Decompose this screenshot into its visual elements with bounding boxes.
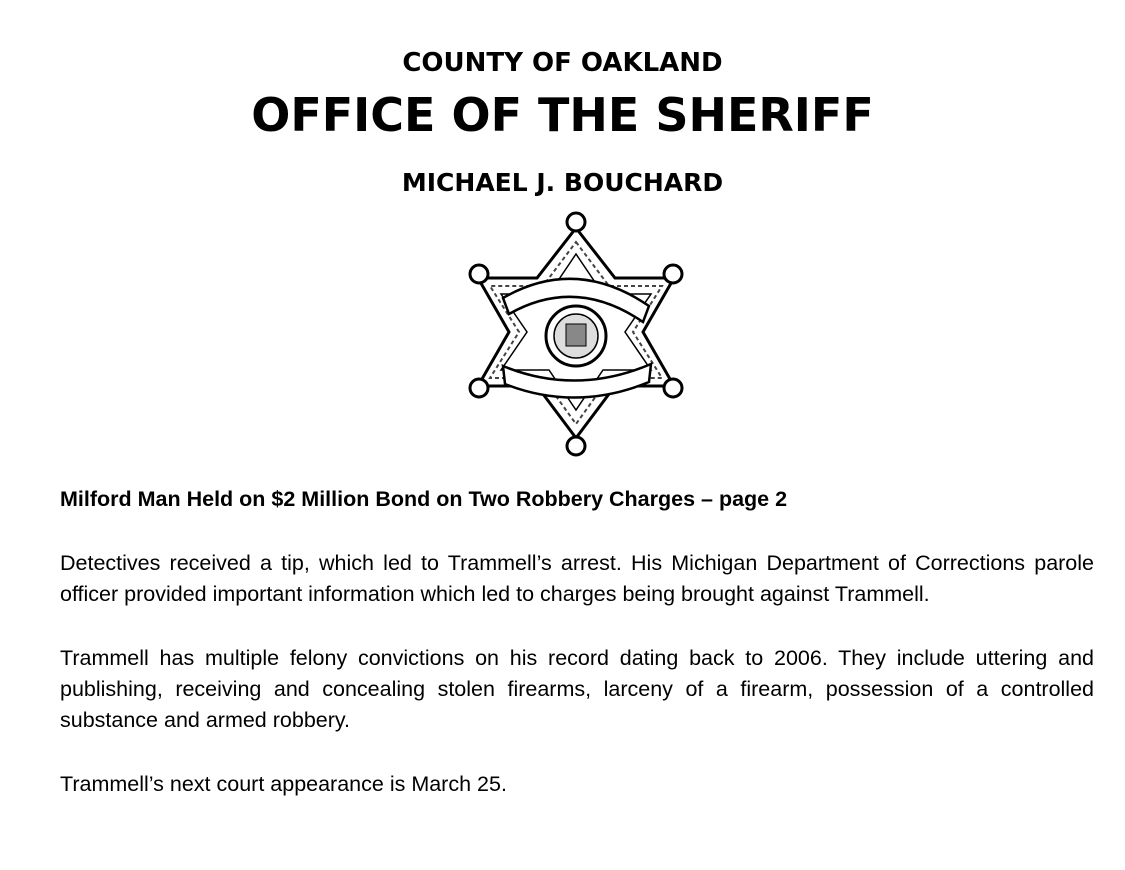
county-title: COUNTY OF OAKLAND: [402, 48, 723, 78]
sheriff-name: MICHAEL J. BOUCHARD: [401, 168, 724, 197]
article-paragraph: Detectives received a tip, which led to Trammell’s arrest. His Michigan Department of Corrections parole officer provided important information which led to charges being brought against Trammell.: [60, 551, 1094, 606]
sheriff-badge-icon: [463, 206, 689, 464]
article-paragraph: Trammell’s next court appearance is March 25.: [60, 772, 507, 796]
article: [60, 484, 1094, 833]
office-title: OFFICE OF THE SHERIFF: [251, 88, 874, 142]
article-headline: Milford Man Held on $2 Million Bond on Two Robbery Charges – page 2: [60, 487, 788, 511]
article-paragraph: Trammell has multiple felony convictions on his record dating back to 2006. They include uttering and publishing, receiving and concealing stolen firearms, larceny of a firearm, possession of a controlled substance and armed robbery.: [60, 646, 1094, 732]
